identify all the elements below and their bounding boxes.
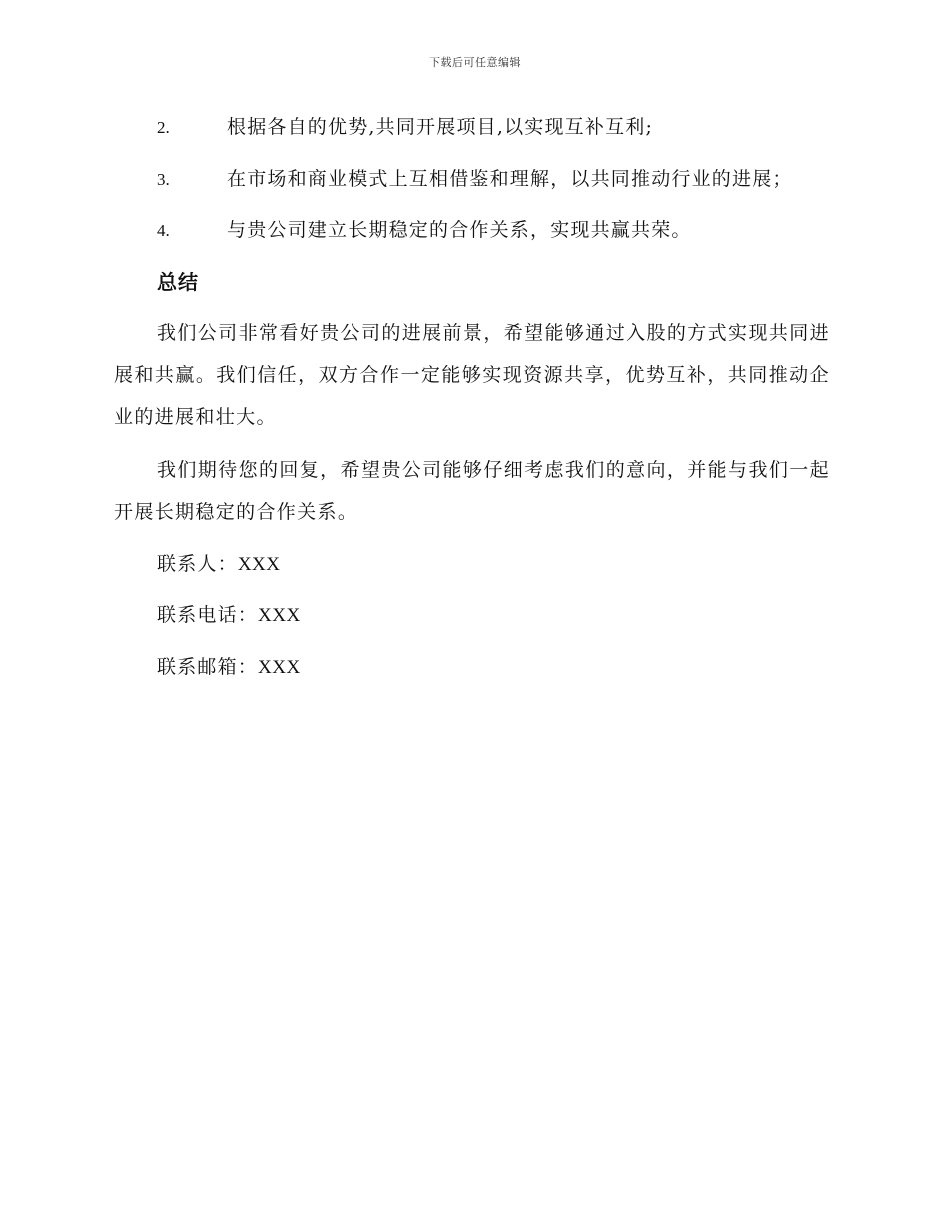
contact-person	[157, 549, 280, 580]
contact-email	[157, 652, 301, 683]
list-number: 2.	[157, 118, 170, 137]
list-item-4	[157, 215, 692, 245]
contact-phone-label: 联系电话：	[157, 604, 259, 626]
list-number: 3.	[157, 170, 170, 189]
contact-person-value: XXX	[237, 554, 281, 575]
list-number: 4.	[157, 221, 170, 240]
contact-phone-value: XXX	[258, 605, 301, 626]
contact-email-label: 联系邮箱：	[157, 656, 259, 678]
header-note: 下载后可任意编辑	[429, 56, 521, 69]
contact-person-label: 联系人：	[157, 553, 238, 575]
summary-paragraph-2: 我们期待您的回复，希望贵公司能够仔细考虑我们的意向，并能与我们一起开展长期稳定的合作关系。	[114, 459, 830, 523]
list-item-2	[157, 112, 653, 142]
list-text: 与贵公司建立长期稳定的合作关系，实现共赢共荣。	[227, 219, 692, 241]
contact-email-value: XXX	[258, 657, 301, 678]
contact-phone	[157, 600, 301, 631]
list-text: 根据各自的优势,共同开展项目,以实现互补互利;	[227, 116, 654, 138]
list-text: 在市场和商业模式上互相借鉴和理解，以共同推动行业的进展；	[227, 168, 793, 190]
list-item-3	[157, 164, 793, 194]
summary-paragraph-1: 我们公司非常看好贵公司的进展前景，希望能够通过入股的方式实现共同进展和共赢。我们信任，双方合作一定能够实现资源共享，优势互补，共同推动企业的进展和壮大。	[114, 322, 830, 428]
section-heading-summary: 总结	[157, 270, 199, 294]
